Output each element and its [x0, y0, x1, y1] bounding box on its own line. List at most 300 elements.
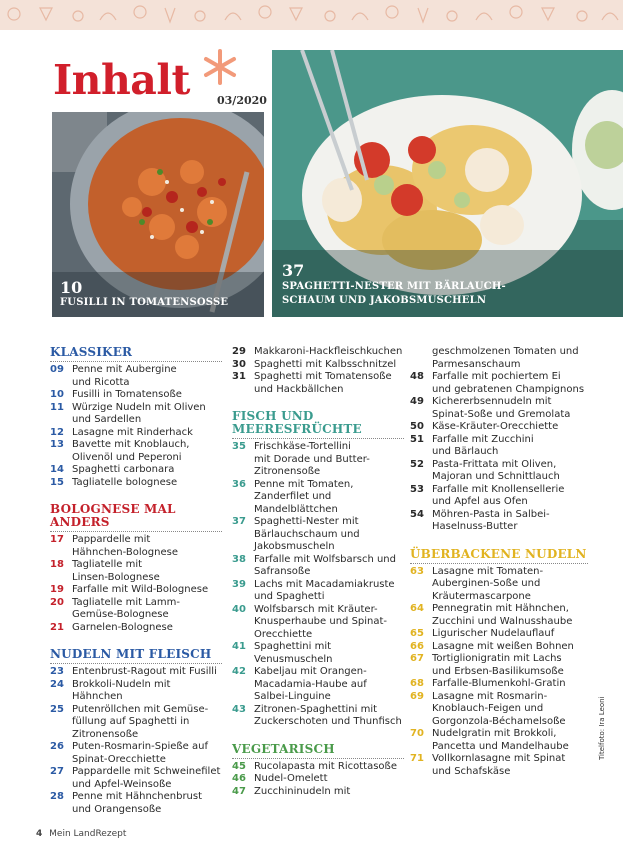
toc-entry	[410, 496, 588, 509]
section-heading: NUDELN MIT FLEISCH	[50, 648, 222, 664]
toc-page-number	[50, 804, 72, 817]
toc-title: Linsen-Bolognese	[72, 571, 160, 583]
toc-entry	[410, 766, 588, 779]
toc-page-number: 42	[232, 666, 246, 677]
toc-entry	[50, 666, 222, 679]
toc-page-number: 38	[232, 553, 246, 565]
toc-page-number: 49	[410, 396, 424, 407]
toc-entry	[50, 609, 222, 622]
toc-page-number	[50, 414, 72, 427]
toc-title: Makkaroni-Hackfleischkuchen	[254, 346, 403, 357]
toc-title: und Erbsen-Basilikumsoße	[432, 665, 564, 677]
toc-page-number: 15	[50, 476, 64, 488]
toc-entry	[50, 477, 222, 490]
toc-entry	[50, 791, 222, 804]
toc-entry	[410, 384, 588, 397]
feature-caption-line: SCHAUM UND JAKOBSMUSCHELN	[282, 295, 487, 306]
toc-entry	[50, 452, 222, 465]
section-list	[232, 441, 404, 729]
toc-title: Auberginen-Soße und	[432, 578, 541, 589]
toc-page-number: 47	[232, 785, 246, 797]
toc-entry	[50, 804, 222, 817]
toc-page-number: 69	[410, 690, 424, 702]
toc-title: Pennegratin mit Hähnchen,	[432, 603, 569, 614]
toc-title: Kabeljau mit Orangen-	[254, 666, 367, 677]
toc-entry	[50, 584, 222, 597]
toc-page-number: 37	[232, 516, 246, 527]
toc-title: Farfalle mit pochiertem Ei	[432, 371, 561, 382]
toc-title: Majoran und Schnittlauch	[432, 471, 560, 482]
toc-entry	[50, 547, 222, 560]
toc-entry	[232, 384, 404, 397]
toc-title: Rucolapasta mit Ricottasoße	[254, 760, 397, 772]
toc-entry	[50, 389, 222, 402]
toc-page-number: 28	[50, 791, 64, 802]
toc-page-number: 41	[232, 641, 246, 652]
toc-entry	[232, 679, 404, 692]
toc-title: Würzige Nudeln mit Oliven	[72, 401, 206, 413]
toc-title: Zucchini und Walnusshaube	[432, 615, 573, 627]
toc-page-number: 26	[50, 741, 64, 752]
toc-title: Vollkornlasagne mit Spinat	[432, 753, 566, 764]
toc-page-number	[410, 591, 432, 604]
toc-page-number	[232, 616, 254, 629]
toc-title: Spaghettini mit Venusmuscheln	[254, 641, 333, 665]
toc-entry	[232, 554, 404, 567]
toc-entry	[410, 616, 588, 629]
toc-title: Mandelblättchen	[254, 503, 338, 515]
toc-entry	[232, 454, 404, 467]
toc-page-number: 35	[232, 441, 246, 452]
toc-entry	[410, 628, 588, 641]
toc-entry	[410, 471, 588, 484]
page-title: Inhalt	[53, 56, 190, 104]
toc-title: Kichererbsennudeln mit	[432, 396, 552, 407]
toc-title: Spinat-Soße und Gremolata	[432, 408, 571, 420]
section-heading: ÜBERBACKENE NUDELN	[410, 548, 588, 564]
toc-page-number: 23	[50, 666, 64, 677]
toc-entry	[50, 534, 222, 547]
toc-title: Penne mit Aubergine	[72, 364, 177, 375]
toc-column-1	[50, 346, 222, 816]
section-list	[410, 346, 588, 534]
toc-page-number	[50, 452, 72, 465]
issue-number: 03/2020	[217, 94, 267, 107]
feature-number: 10	[60, 278, 83, 297]
toc-page-number	[232, 466, 254, 479]
toc-title: und Hackbällchen	[254, 383, 344, 395]
toc-entry	[50, 439, 222, 452]
feature-photo-spaghetti-nester	[272, 50, 623, 317]
toc-page-number	[232, 591, 254, 604]
toc-title: und Apfel aus Ofen	[432, 496, 528, 507]
toc-column-3	[410, 346, 588, 778]
toc-title: Parmesanschaum	[432, 358, 521, 370]
toc-entry	[232, 773, 404, 786]
toc-page-number: 18	[50, 559, 64, 570]
toc-entry	[410, 691, 588, 704]
toc-entry	[50, 779, 222, 792]
toc-page-number: 63	[410, 565, 424, 577]
toc-title: Lasagne mit Rosmarin-	[432, 690, 548, 702]
toc-title: Lasagne mit Rinderhack	[72, 426, 193, 438]
section-list	[50, 666, 222, 816]
toc-page-number: 50	[410, 421, 424, 432]
toc-title: Brokkoli-Nudeln mit Hähnchen	[72, 678, 171, 702]
toc-page-number	[50, 377, 72, 390]
toc-title: Orecchiette	[254, 628, 313, 640]
toc-title: Macadamia-Haube auf	[254, 678, 367, 690]
toc-page-number	[232, 541, 254, 554]
toc-entry	[232, 346, 404, 359]
toc-page-number: 53	[410, 483, 424, 495]
toc-page-number: 46	[232, 773, 246, 784]
toc-title: Garnelen-Bolognese	[72, 621, 173, 633]
toc-page-number: 65	[410, 628, 424, 639]
toc-page-number: 68	[410, 678, 424, 689]
toc-title: Jakobsmuscheln	[254, 541, 335, 552]
toc-title: Salbei-Linguine	[254, 691, 331, 702]
toc-page-number	[50, 547, 72, 560]
toc-title: Pappardelle mit Schweinefilet	[72, 766, 221, 777]
feature-photo-fusilli	[52, 112, 264, 317]
toc-entry	[232, 604, 404, 617]
toc-entry	[50, 729, 222, 742]
toc-title: Farfalle mit Zucchini	[432, 433, 534, 445]
toc-title: Puten-Rosmarin-Spieße auf	[72, 741, 208, 752]
toc-entry	[232, 716, 404, 729]
toc-entry	[50, 597, 222, 610]
toc-title: Safransoße	[254, 566, 311, 577]
section-list	[232, 346, 404, 396]
toc-title: Zanderfilet und	[254, 491, 332, 502]
toc-entry	[410, 396, 588, 409]
toc-entry	[410, 421, 588, 434]
toc-title: Spaghetti-Nester mit	[254, 516, 359, 527]
toc-entry	[232, 786, 404, 799]
toc-entry	[232, 641, 404, 666]
toc-title: Farfalle mit Wolfsbarsch und	[254, 553, 396, 565]
asterisk-icon	[200, 47, 240, 87]
toc-entry	[232, 441, 404, 454]
section-heading: KLASSIKER	[50, 346, 222, 362]
toc-page-number	[410, 471, 432, 484]
toc-page-number: 29	[232, 346, 246, 357]
toc-entry	[410, 666, 588, 679]
toc-page-number	[410, 666, 432, 679]
toc-title: Farfalle mit Wild-Bolognese	[72, 584, 209, 595]
page-number: 4	[36, 829, 43, 839]
toc-page-number: 30	[232, 358, 246, 370]
toc-entry	[410, 591, 588, 604]
toc-title: Zuckerschoten und Thunfisch	[254, 716, 402, 727]
toc-page-number: 70	[410, 728, 424, 739]
toc-entry	[50, 622, 222, 635]
toc-title: geschmolzenen Tomaten und	[432, 346, 579, 357]
toc-title: Penne mit Tomaten,	[254, 478, 354, 490]
page-footer	[36, 829, 126, 839]
toc-column-2	[232, 346, 404, 798]
toc-page-number	[50, 572, 72, 585]
toc-page-number	[410, 384, 432, 397]
toc-page-number: 12	[50, 426, 64, 438]
toc-title: Pappardelle mit	[72, 534, 151, 545]
toc-page-number	[410, 359, 432, 372]
toc-entry	[410, 359, 588, 372]
toc-title: und Sardellen	[72, 414, 142, 425]
toc-title: und gebratenen Champignons	[432, 383, 585, 395]
spaghetti-plate-illustration	[272, 50, 623, 317]
section-heading: MEERESFRÜCHTE	[232, 423, 404, 439]
toc-entry	[50, 377, 222, 390]
toc-title: Zitronensoße	[254, 466, 321, 477]
toc-page-number: 40	[232, 603, 246, 615]
toc-page-number	[50, 729, 72, 742]
toc-title: Penne mit Hähnchenbrust	[72, 791, 203, 802]
toc-page-number	[232, 491, 254, 504]
toc-entry	[50, 704, 222, 717]
toc-title: Tagliatelle mit Lamm-	[72, 596, 180, 608]
toc-page-number: 51	[410, 433, 424, 445]
toc-entry	[410, 716, 588, 729]
toc-page-number: 64	[410, 603, 424, 614]
toc-title: Pancetta und Mandelhaube	[432, 740, 569, 752]
toc-page-number: 45	[232, 760, 246, 772]
toc-title: Lachs mit Macadamiakruste	[254, 578, 395, 590]
toc-entry	[410, 753, 588, 766]
toc-page-number	[232, 679, 254, 692]
toc-page-number	[410, 616, 432, 629]
section-heading: VEGETARISCH	[232, 743, 404, 759]
toc-page-number: 21	[50, 621, 64, 633]
toc-entry	[50, 364, 222, 377]
toc-page-number	[410, 346, 432, 359]
toc-page-number	[410, 521, 432, 534]
toc-entry	[410, 446, 588, 459]
toc-page-number	[232, 716, 254, 729]
toc-title: Spaghetti carbonara	[72, 464, 175, 475]
toc-page-number	[232, 629, 254, 642]
toc-page-number: 52	[410, 458, 424, 470]
toc-entry	[410, 521, 588, 534]
toc-page-number: 11	[50, 401, 64, 413]
toc-entry	[410, 459, 588, 472]
section-list	[50, 364, 222, 489]
toc-title: Farfalle-Blumenkohl-Gratin	[432, 678, 566, 689]
toc-entry	[50, 716, 222, 729]
toc-title: Frischkäse-Tortellini	[254, 441, 351, 452]
toc-title: Lasagne mit weißen Bohnen	[432, 640, 574, 652]
toc-page-number	[232, 454, 254, 467]
toc-title: Gorgonzola-Béchamelsoße	[432, 715, 566, 727]
toc-entry	[50, 679, 222, 704]
toc-entry	[232, 666, 404, 679]
toc-page-number	[50, 609, 72, 622]
toc-entry	[232, 704, 404, 717]
toc-title: und Schafskäse	[432, 765, 511, 777]
toc-page-number	[50, 716, 72, 729]
toc-entry	[50, 766, 222, 779]
toc-entry	[232, 541, 404, 554]
toc-entry	[50, 402, 222, 415]
toc-entry	[410, 434, 588, 447]
toc-page-number: 39	[232, 578, 246, 590]
toc-title: Haselnuss-Butter	[432, 521, 518, 532]
toc-page-number	[232, 384, 254, 397]
toc-page-number: 13	[50, 439, 64, 450]
section-list	[232, 761, 404, 799]
toc-page-number: 48	[410, 371, 424, 382]
toc-title: Nudelgratin mit Brokkoli,	[432, 728, 557, 739]
decorative-top-band	[0, 0, 623, 30]
toc-entry	[232, 566, 404, 579]
toc-title: und Bärlauch	[432, 446, 499, 457]
toc-entry	[410, 566, 588, 579]
toc-entry	[410, 703, 588, 716]
toc-title: Farfalle mit Knollensellerie	[432, 483, 565, 495]
toc-page-number: 67	[410, 653, 424, 664]
toc-page-number	[232, 504, 254, 517]
toc-page-number	[410, 578, 432, 591]
feature-caption: FUSILLI IN TOMATENSOSSE	[60, 297, 229, 308]
toc-title: Käse-Kräuter-Orecchiette	[432, 421, 559, 432]
section-list	[50, 534, 222, 634]
toc-entry	[232, 504, 404, 517]
toc-page-number	[410, 703, 432, 716]
toc-page-number	[232, 529, 254, 542]
toc-entry	[50, 741, 222, 754]
toc-entry	[410, 484, 588, 497]
toc-entry	[232, 371, 404, 384]
toc-title: Gemüse-Bolognese	[72, 609, 169, 620]
toc-entry	[232, 479, 404, 492]
toc-entry	[232, 579, 404, 592]
toc-page-number: 17	[50, 534, 64, 545]
toc-page-number: 66	[410, 640, 424, 652]
toc-entry	[410, 728, 588, 741]
toc-entry	[410, 603, 588, 616]
toc-page-number	[410, 741, 432, 754]
toc-title: Hähnchen-Bolognese	[72, 546, 178, 558]
toc-page-number	[50, 779, 72, 792]
toc-entry	[410, 509, 588, 522]
toc-page-number: 71	[410, 753, 424, 764]
toc-title: Olivenöl und Peperoni	[72, 451, 182, 463]
toc-page-number: 09	[50, 364, 64, 375]
toc-title: Tagliatelle mit	[72, 559, 143, 570]
section-heading: FISCH UND	[232, 409, 314, 423]
toc-title: Pasta-Frittata mit Oliven,	[432, 458, 557, 470]
toc-page-number	[410, 409, 432, 422]
toc-title: Lasagne mit Tomaten-	[432, 565, 544, 577]
toc-entry	[50, 464, 222, 477]
toc-page-number: 31	[232, 371, 246, 382]
toc-title: Ligurischer Nudelauflauf	[432, 628, 555, 639]
toc-entry	[410, 641, 588, 654]
toc-title: Zitronen-Spaghettini mit	[254, 703, 378, 715]
toc-page-number: 27	[50, 766, 64, 777]
section-list	[410, 566, 588, 779]
magazine-name: Mein LandRezept	[49, 829, 127, 839]
toc-title: füllung auf Spaghetti in	[72, 716, 190, 727]
toc-title: und Spaghetti	[254, 591, 325, 602]
toc-page-number: 43	[232, 703, 246, 715]
toc-page-number: 20	[50, 596, 64, 608]
toc-title: Spaghetti mit Tomatensoße	[254, 371, 392, 382]
toc-page-number: 36	[232, 478, 246, 490]
toc-entry	[232, 761, 404, 774]
toc-page-number	[232, 566, 254, 579]
toc-entry	[232, 516, 404, 529]
toc-page-number: 24	[50, 678, 64, 690]
vegetable-pattern-icon	[0, 0, 623, 30]
toc-title: und Apfel-Weinsoße	[72, 778, 172, 790]
toc-title: Zucchininudeln mit	[254, 785, 351, 797]
toc-entry	[232, 359, 404, 372]
toc-entry	[410, 741, 588, 754]
toc-entry	[232, 691, 404, 704]
toc-title: Spinat-Orecchiette	[72, 753, 166, 765]
toc-title: mit Dorade und Butter-	[254, 453, 370, 465]
toc-entry	[410, 409, 588, 422]
toc-page-number	[232, 691, 254, 704]
feature-number: 37	[282, 261, 305, 280]
toc-entry	[232, 591, 404, 604]
toc-title: Bärlauchschaum und	[254, 528, 360, 540]
toc-title: Nudel-Omelett	[254, 773, 328, 784]
toc-page-number: 54	[410, 508, 424, 520]
photo-credit: Titelfoto: Ira Leoni	[598, 696, 606, 760]
toc-page-number	[410, 496, 432, 509]
toc-page-number	[50, 754, 72, 767]
toc-entry	[410, 653, 588, 666]
toc-entry	[410, 678, 588, 691]
pasta-plate-illustration	[52, 112, 264, 317]
toc-title: und Ricotta	[72, 376, 130, 388]
toc-entry	[410, 371, 588, 384]
toc-title: Wolfsbarsch mit Kräuter-	[254, 603, 378, 615]
toc-entry	[410, 346, 588, 359]
toc-page-number	[410, 766, 432, 779]
toc-entry	[50, 414, 222, 427]
toc-page-number: 19	[50, 584, 64, 595]
toc-entry	[50, 572, 222, 585]
toc-title: Entenbrust-Ragout mit Fusilli	[72, 666, 217, 677]
section-heading: BOLOGNESE MAL ANDERS	[50, 503, 222, 532]
toc-title: Tortiglionigratin mit Lachs	[432, 653, 562, 664]
toc-page-number: 25	[50, 703, 64, 715]
toc-title: Knusperhaube und Spinat-	[254, 616, 388, 627]
toc-page-number: 14	[50, 464, 64, 475]
toc-title: Spaghetti mit Kalbsschnitzel	[254, 358, 397, 370]
toc-entry	[232, 616, 404, 629]
feature-caption-line: SPAGHETTI-NESTER MIT BÄRLAUCH-	[282, 281, 506, 292]
toc-entry	[232, 629, 404, 642]
toc-title: Zitronensoße	[72, 728, 139, 740]
toc-title: Bavette mit Knoblauch,	[72, 439, 190, 450]
toc-title: Tagliatelle bolognese	[72, 476, 178, 488]
toc-page-number	[410, 716, 432, 729]
toc-entry	[232, 466, 404, 479]
toc-entry	[232, 491, 404, 504]
toc-title: und Orangensoße	[72, 803, 162, 815]
toc-entry	[50, 559, 222, 572]
toc-entry	[50, 427, 222, 440]
toc-page-number	[410, 446, 432, 459]
toc-title: Fusilli in Tomatensoße	[72, 389, 182, 400]
toc-title: Kräutermascarpone	[432, 590, 531, 602]
toc-entry	[50, 754, 222, 767]
